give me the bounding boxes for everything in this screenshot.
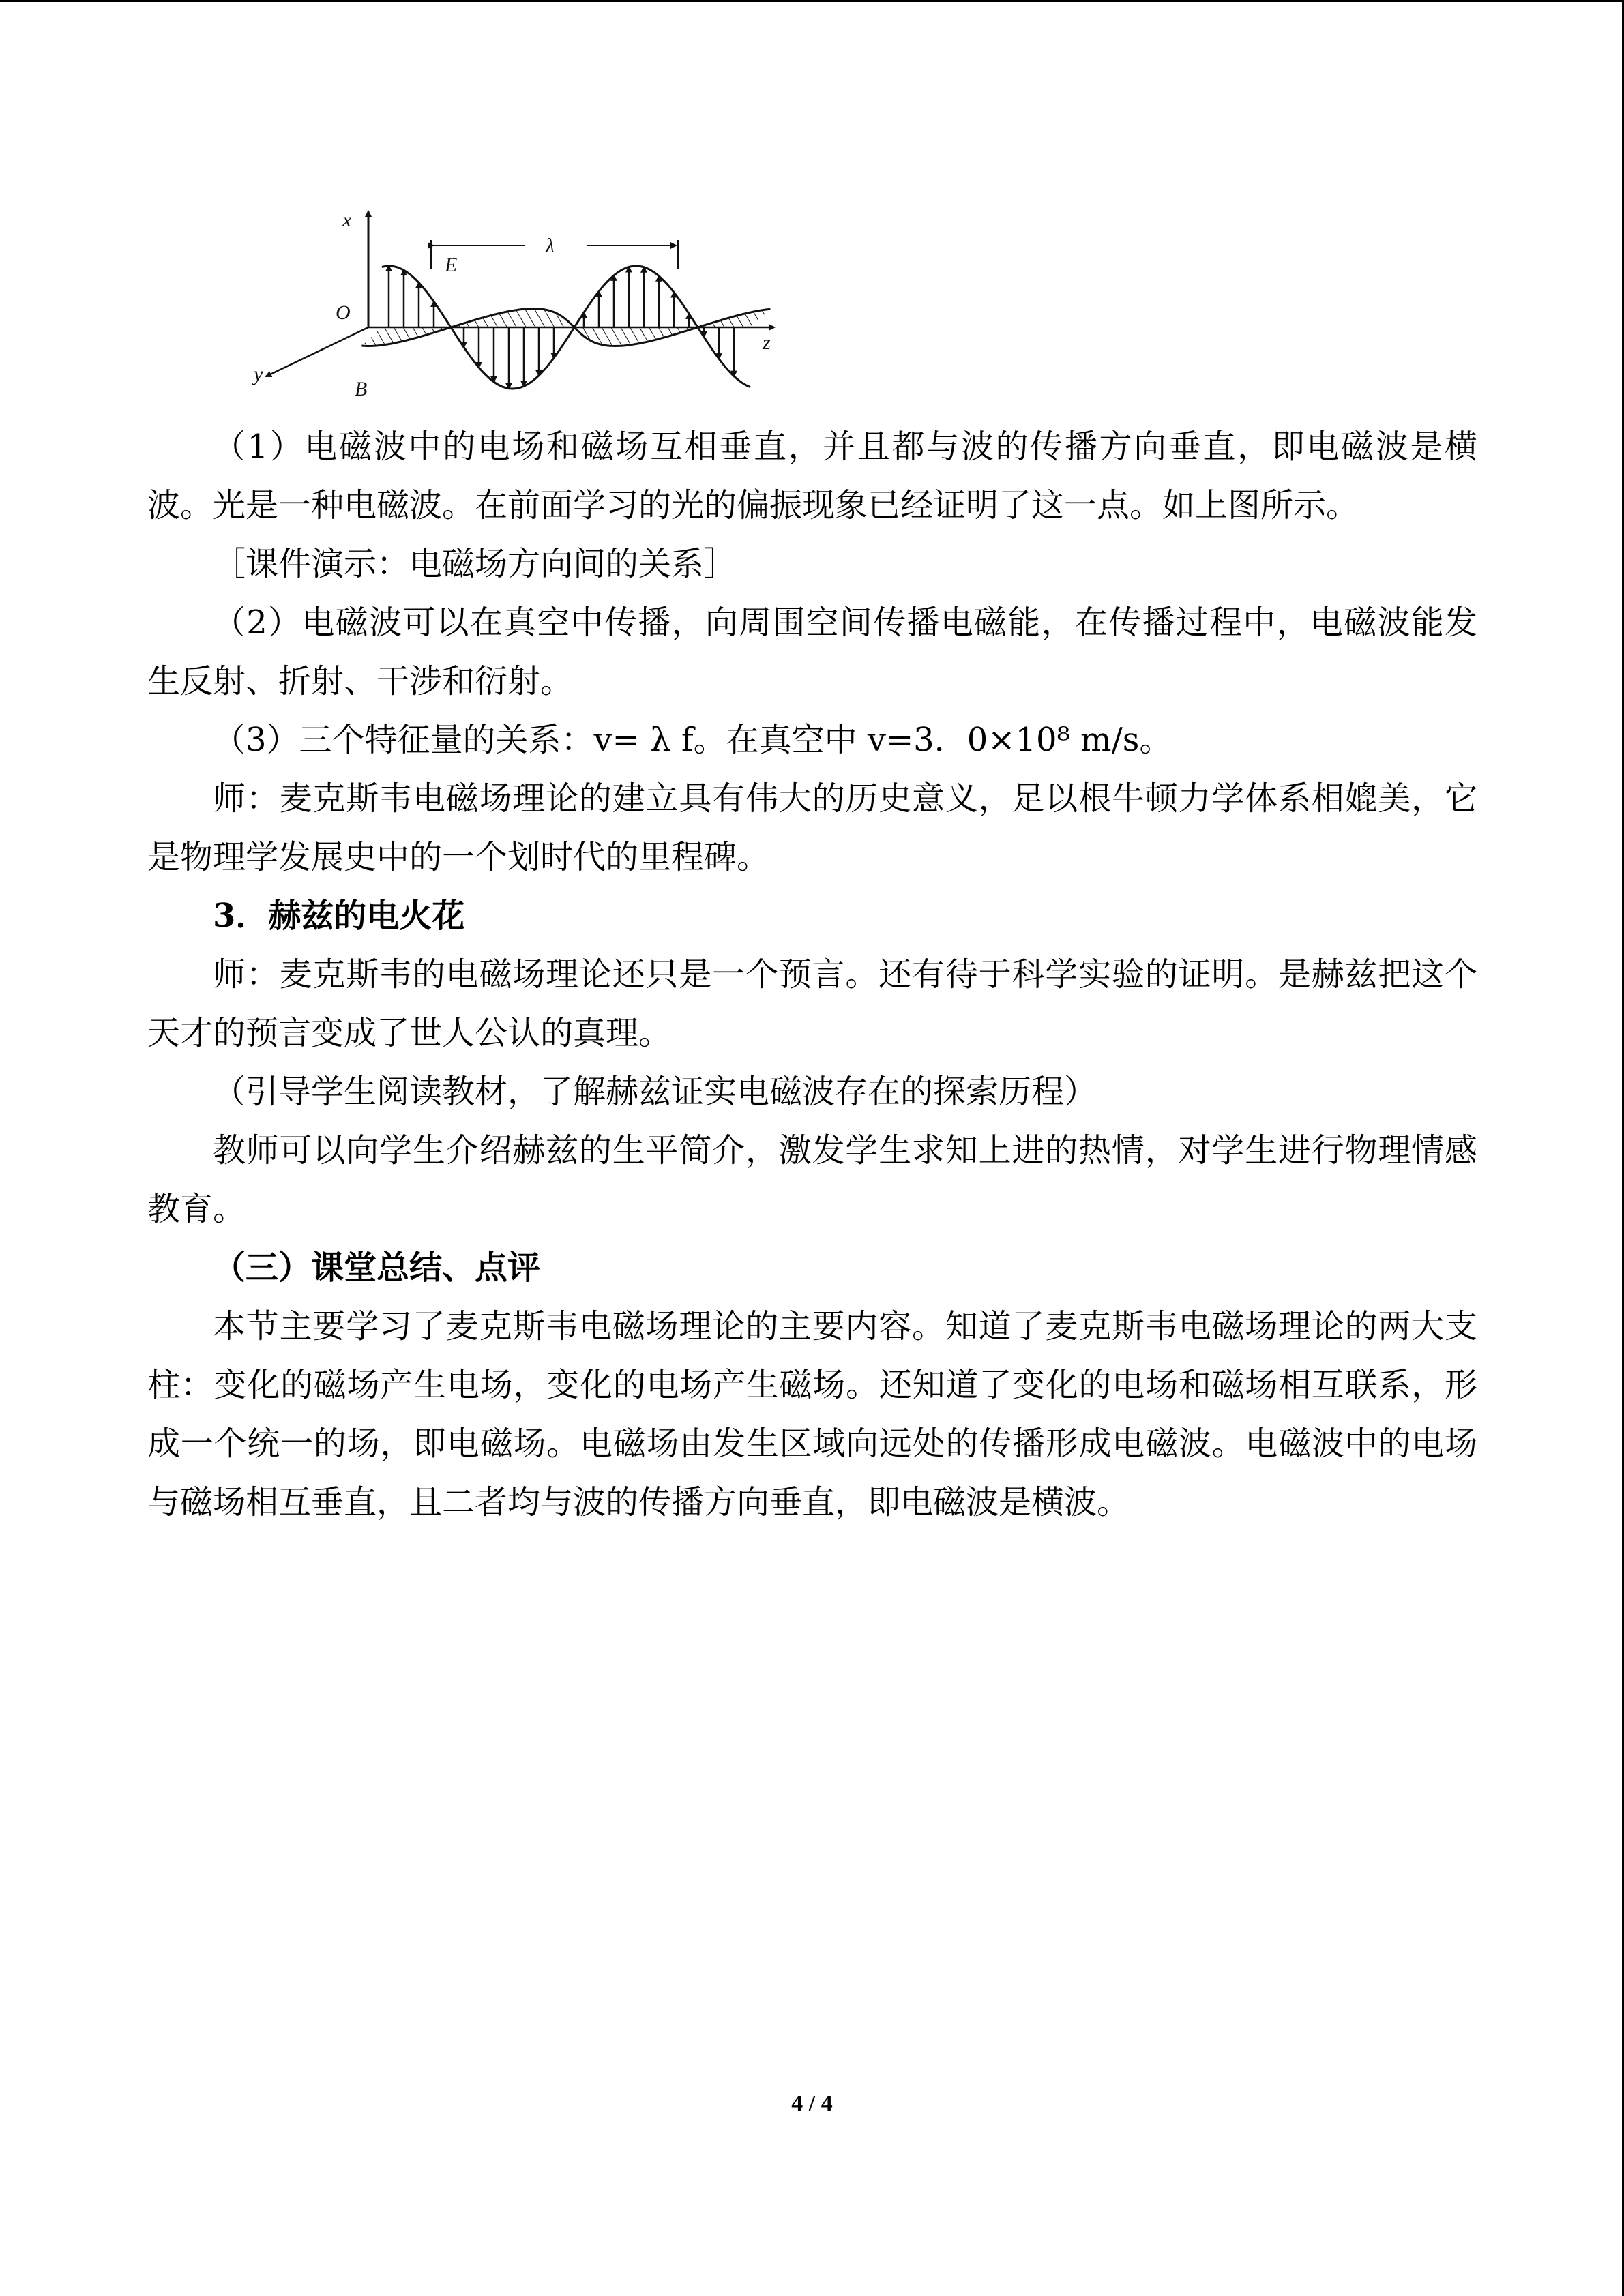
wavelength-label: λ <box>546 235 555 257</box>
body-paragraph: （2）电磁波可以在真空中传播，向周围空间传播电磁能，在传播过程中，电磁波能发生反射、折射、干涉和衍射。 <box>147 603 1477 700</box>
body-paragraph: （3）三个特征量的关系：v= λ f。在真空中 v=3．0×10⁸ m/s。 <box>213 721 1172 759</box>
b-field-label: B <box>355 378 368 400</box>
section-heading: 3．赫兹的电火花 <box>213 897 465 935</box>
body-paragraph: 教师可以向学生介绍赫兹的生平简介，激发学生求知上进的热情，对学生进行物理情感教育。 <box>147 1131 1477 1228</box>
origin-label: O <box>336 301 351 324</box>
wavelength-marker <box>431 240 678 269</box>
em-wave-figure <box>252 198 784 409</box>
body-paragraph: 师：麦克斯韦的电磁场理论还只是一个预言。还有待于科学实验的证明。是赫兹把这个天才的预言变成了世人公认的真理。 <box>147 955 1477 1052</box>
section-heading: （三）课堂总结、点评 <box>213 1249 541 1287</box>
page-number: 4 / 4 <box>791 2091 833 2116</box>
body-paragraph: （1）电磁波中的电场和磁场互相垂直，并且都与波的传播方向垂直，即电磁波是横波。光是一种电磁波。在前面学习的光的偏振现象已经证明了这一点。如上图所示。 <box>147 428 1477 524</box>
document-body <box>147 417 1477 1532</box>
figure-axes <box>266 211 774 376</box>
y-axis <box>266 327 368 376</box>
x-axis-label: x <box>342 209 352 231</box>
body-paragraph: 本节主要学习了麦克斯韦电磁场理论的主要内容。知道了麦克斯韦电磁场理论的两大支柱：变化的磁场产生电场，变化的电场产生磁场。还知道了变化的电场和磁场相互联系，形成一个统一的场，即电磁场。电磁场由发生区域向远处的传播形成电磁波。电磁波中的电场与磁场相互垂直，且二者均与波的传播方向垂直，即电磁波是横波。 <box>147 1307 1477 1521</box>
body-paragraph: 师：麦克斯韦电磁场理论的建立具有伟大的历史意义，足以根牛顿力学体系相媲美，它是物理学发展史中的一个划时代的里程碑。 <box>147 779 1477 876</box>
body-paragraph: （引导学生阅读教材，了解赫兹证实电磁波存在的探索历程） <box>213 1073 1097 1111</box>
e-field-label: E <box>445 254 458 276</box>
body-paragraph: ［课件演示：电磁场方向间的关系］ <box>213 545 737 583</box>
z-axis-label: z <box>763 331 771 354</box>
y-axis-label: y <box>254 363 263 385</box>
page-border-top <box>0 0 1624 2</box>
